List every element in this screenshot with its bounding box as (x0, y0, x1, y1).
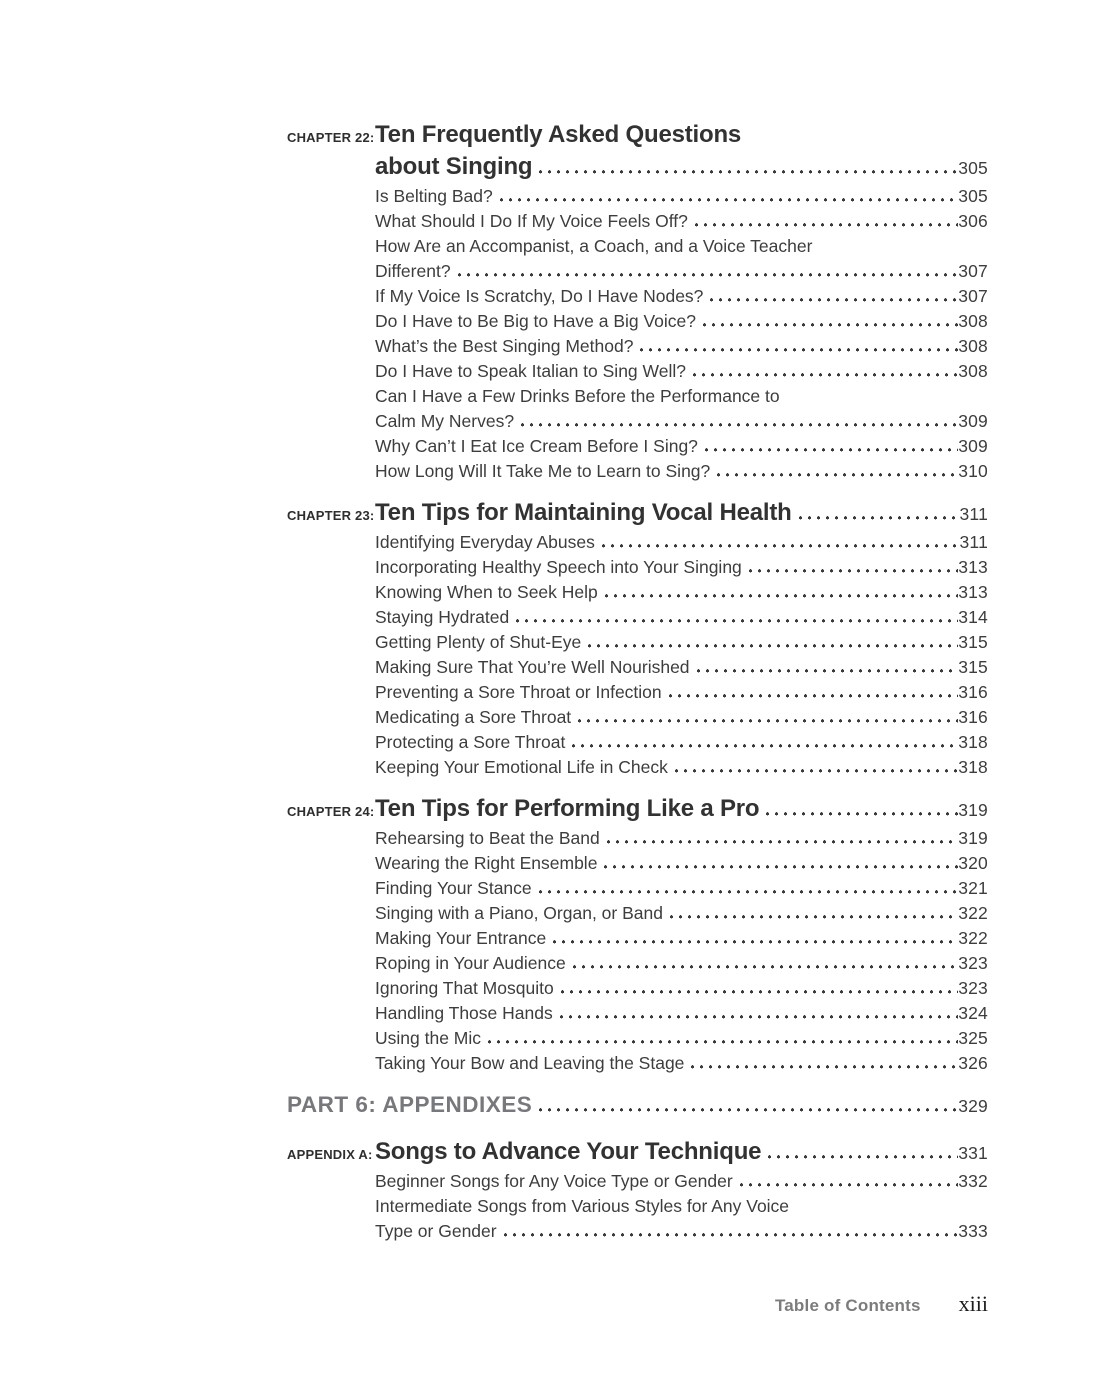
toc-heading-title (375, 497, 988, 530)
page-number: 332 (958, 1171, 988, 1191)
toc-entry-line (375, 259, 988, 284)
page-number: 313 (958, 582, 988, 602)
toc-entry-line (375, 1051, 988, 1076)
toc-entry (375, 309, 988, 334)
toc-entry (375, 1001, 988, 1026)
toc-entry (375, 755, 988, 780)
page-number: 324 (958, 1003, 988, 1023)
dot-leader (716, 472, 958, 477)
dot-leader (604, 593, 958, 598)
toc-heading-line (375, 1136, 988, 1169)
toc-entry-line (375, 730, 988, 755)
toc-entry-line (375, 284, 988, 309)
toc-heading-text: Ten Tips for Performing Like a Pro (375, 795, 760, 822)
toc-heading-label: CHAPTER 24: (287, 804, 375, 819)
toc-heading-title (375, 793, 988, 826)
dot-leader (601, 543, 960, 548)
page-number: 311 (959, 504, 988, 524)
toc-entry (375, 209, 988, 234)
toc-entry-text: Making Sure That You’re Well Nourished (375, 657, 690, 677)
toc-heading-text: Ten Tips for Maintaining Vocal Health (375, 499, 792, 526)
page-number: 309 (958, 436, 988, 456)
toc-entries (287, 530, 988, 780)
toc-entry-text: Ignoring That Mosquito (375, 978, 554, 998)
toc-entry-line (375, 434, 988, 459)
toc-entry-text: What’s the Best Singing Method? (375, 336, 634, 356)
page-number: 321 (958, 878, 988, 898)
toc-entry (375, 580, 988, 605)
toc-heading-label: CHAPTER 22: (287, 130, 375, 145)
page-number: 323 (958, 953, 988, 973)
toc-entry-text: Taking Your Bow and Leaving the Stage (375, 1053, 685, 1073)
page-footer (775, 1291, 988, 1317)
footer-section-label: Table of Contents (774, 1296, 921, 1315)
page-number: 322 (958, 928, 988, 948)
toc-entry-text: Getting Plenty of Shut-Eye (375, 632, 582, 652)
dot-leader (520, 422, 958, 427)
page-number: 329 (958, 1096, 988, 1116)
toc-entry-text: Different? (375, 261, 451, 281)
toc-entry-line (375, 184, 988, 209)
toc-entry (375, 434, 988, 459)
toc-entry (375, 334, 988, 359)
toc-entry-text: What Should I Do If My Voice Feels Off? (375, 211, 688, 231)
toc-entries (287, 184, 988, 484)
dot-leader (538, 889, 959, 894)
toc-entries (287, 826, 988, 1076)
page-number: 326 (958, 1053, 988, 1073)
toc-heading-line: Ten Frequently Asked Questions (375, 121, 742, 148)
toc-entry-text: Do I Have to Be Big to Have a Big Voice? (375, 311, 697, 331)
dot-leader (571, 743, 958, 748)
page-number: 309 (958, 411, 988, 431)
dot-leader (767, 1154, 958, 1159)
toc-entry-line (375, 630, 988, 655)
toc-entry-text: Knowing When to Seek Help (375, 582, 598, 602)
toc-entry-line (375, 359, 988, 384)
toc-heading-label: CHAPTER 23: (287, 508, 375, 523)
toc-entry-line (375, 1169, 988, 1194)
toc-entry-line (375, 1219, 988, 1244)
footer-page-number: xiii (958, 1291, 988, 1316)
toc-entry (375, 530, 988, 555)
page-number: 310 (958, 461, 988, 481)
dot-leader (798, 515, 960, 520)
dot-leader (692, 372, 958, 377)
toc-heading (287, 497, 988, 530)
toc-entry-text: Rehearsing to Beat the Band (375, 828, 600, 848)
toc-entry-text: Is Belting Bad? (375, 186, 493, 206)
dot-leader (499, 197, 958, 202)
dot-leader (572, 964, 958, 969)
dot-leader (577, 718, 958, 723)
toc-entry-line: Can I Have a Few Drinks Before the Performance to (375, 386, 780, 406)
toc-entry-text: Beginner Songs for Any Voice Type or Gender (375, 1171, 733, 1191)
page-number: 313 (958, 557, 988, 577)
dot-leader (709, 297, 958, 302)
dot-leader (702, 322, 958, 327)
toc-heading (287, 1089, 988, 1122)
toc-entry-line: How Are an Accompanist, a Coach, and a Voice Teacher (375, 236, 813, 256)
toc-entry-text: Staying Hydrated (375, 607, 510, 627)
dot-leader (560, 989, 959, 994)
toc-heading-line (375, 793, 988, 826)
dot-leader (690, 1064, 958, 1069)
toc-heading-line (287, 1089, 988, 1122)
toc-entry-text: Making Your Entrance (375, 928, 547, 948)
toc-entry-line: Intermediate Songs from Various Styles for Any Voice (375, 1196, 790, 1216)
toc-entry (375, 876, 988, 901)
toc-entry (375, 1169, 988, 1194)
page-number: 308 (958, 311, 988, 331)
toc-heading-title (287, 1089, 988, 1122)
toc-heading-text: about Singing (375, 153, 533, 180)
dot-leader (748, 568, 958, 573)
toc-entry-line (375, 409, 988, 434)
dot-leader (606, 839, 958, 844)
toc-entry-line (375, 555, 988, 580)
toc-entry-text: If My Voice Is Scratchy, Do I Have Nodes? (375, 286, 704, 306)
dot-leader (704, 447, 958, 452)
dot-leader (603, 864, 958, 869)
toc-heading-text: Songs to Advance Your Technique (375, 1138, 762, 1165)
toc-entry-text: Wearing the Right Ensemble (375, 853, 598, 873)
page-number: 308 (958, 336, 988, 356)
toc-entry-line (375, 605, 988, 630)
toc-entry-line (375, 1001, 988, 1026)
toc-entry-text: Finding Your Stance (375, 878, 532, 898)
toc-entry-text: Keeping Your Emotional Life in Check (375, 757, 668, 777)
toc-entry (375, 359, 988, 384)
dot-leader (538, 169, 958, 174)
toc-section-chapter (287, 497, 988, 780)
toc-heading-line (375, 497, 988, 530)
toc-heading (287, 793, 988, 826)
dot-leader (587, 643, 958, 648)
toc-section-chapter (287, 793, 988, 1076)
toc-entry-text: Why Can’t I Eat Ice Cream Before I Sing? (375, 436, 698, 456)
toc-entry (375, 976, 988, 1001)
toc-entry-line (375, 951, 988, 976)
toc-entry-text: Identifying Everyday Abuses (375, 532, 595, 552)
table-of-contents (287, 119, 988, 1257)
toc-heading (287, 119, 988, 184)
toc-entry (375, 605, 988, 630)
toc-entry (375, 926, 988, 951)
page-number: 318 (958, 732, 988, 752)
toc-entry (375, 705, 988, 730)
page-number: 325 (958, 1028, 988, 1048)
toc-entry-line (375, 755, 988, 780)
page-number: 316 (958, 682, 988, 702)
dot-leader (669, 914, 958, 919)
toc-entry-text: Type or Gender (375, 1221, 497, 1241)
toc-entry-line (375, 851, 988, 876)
toc-entry-line (375, 976, 988, 1001)
toc-entry-line (375, 876, 988, 901)
toc-entry (375, 459, 988, 484)
toc-entry-line (375, 680, 988, 705)
page-number: 307 (958, 286, 988, 306)
toc-heading-line (375, 151, 988, 184)
dot-leader (515, 618, 958, 623)
page-number: 306 (958, 211, 988, 231)
toc-entry (375, 234, 988, 284)
toc-entry-text: Incorporating Healthy Speech into Your Singing (375, 557, 742, 577)
toc-entry-text: Using the Mic (375, 1028, 482, 1048)
toc-heading-label: APPENDIX A: (287, 1147, 373, 1162)
toc-entry-line (375, 655, 988, 680)
toc-entry (375, 951, 988, 976)
toc-entry-line (375, 209, 988, 234)
page-number: 318 (958, 757, 988, 777)
toc-section-chapter (287, 119, 988, 484)
page-number: 314 (958, 607, 988, 627)
toc-entry (375, 851, 988, 876)
page-number: 315 (958, 657, 988, 677)
dot-leader (639, 347, 958, 352)
page-number: 316 (958, 707, 988, 727)
dot-leader (538, 1107, 958, 1112)
toc-entry (375, 284, 988, 309)
dot-leader (668, 693, 959, 698)
dot-leader (694, 222, 958, 227)
toc-entry-line (375, 926, 988, 951)
toc-entry (375, 901, 988, 926)
toc-entry-line (375, 901, 988, 926)
toc-entry (375, 184, 988, 209)
toc-section-part (287, 1089, 988, 1122)
dot-leader (552, 939, 958, 944)
page-number: 311 (959, 532, 988, 552)
toc-entry (375, 680, 988, 705)
toc-entry (375, 1194, 988, 1244)
toc-entry-text: Medicating a Sore Throat (375, 707, 572, 727)
toc-entry-text: Preventing a Sore Throat or Infection (375, 682, 662, 702)
toc-entry-text: Protecting a Sore Throat (375, 732, 566, 752)
toc-heading (287, 1136, 988, 1169)
page-number: 305 (958, 158, 988, 178)
toc-heading-title (375, 119, 988, 184)
toc-entry-text: How Long Will It Take Me to Learn to Sing? (375, 461, 711, 481)
dot-leader (696, 668, 959, 673)
toc-entry-line (375, 530, 988, 555)
page-number: 315 (958, 632, 988, 652)
toc-entry-text: Roping in Your Audience (375, 953, 566, 973)
page-number: 308 (958, 361, 988, 381)
toc-entry-line (375, 1026, 988, 1051)
page-number: 331 (958, 1143, 988, 1163)
page-number: 320 (958, 853, 988, 873)
toc-entry (375, 730, 988, 755)
page-number: 323 (958, 978, 988, 998)
page-number: 333 (958, 1221, 988, 1241)
toc-entry-line (375, 705, 988, 730)
page-number: 305 (958, 186, 988, 206)
toc-entry-line (375, 334, 988, 359)
page-number: 319 (958, 800, 988, 820)
toc-entry (375, 655, 988, 680)
dot-leader (503, 1232, 959, 1237)
toc-heading-text: PART 6: APPENDIXES (287, 1092, 533, 1117)
toc-entry-text: Singing with a Piano, Organ, or Band (375, 903, 663, 923)
toc-entry-text: Handling Those Hands (375, 1003, 553, 1023)
dot-leader (559, 1014, 958, 1019)
page-number: 322 (958, 903, 988, 923)
toc-entry-text: Calm My Nerves? (375, 411, 515, 431)
toc-entry (375, 826, 988, 851)
toc-entry-line (375, 309, 988, 334)
page-number: 307 (958, 261, 988, 281)
toc-entry (375, 555, 988, 580)
dot-leader (457, 272, 959, 277)
toc-entries (287, 1169, 988, 1244)
toc-entry (375, 630, 988, 655)
toc-entry (375, 1026, 988, 1051)
dot-leader (765, 811, 958, 816)
toc-entry-text: Do I Have to Speak Italian to Sing Well? (375, 361, 686, 381)
toc-heading-title (375, 1136, 988, 1169)
toc-section-appendix (287, 1136, 988, 1244)
toc-entry-line (375, 580, 988, 605)
dot-leader (739, 1182, 959, 1187)
dot-leader (487, 1039, 958, 1044)
toc-entry (375, 1051, 988, 1076)
dot-leader (674, 768, 958, 773)
toc-entry (375, 384, 988, 434)
toc-entry-line (375, 826, 988, 851)
page-number: 319 (958, 828, 988, 848)
toc-entry-line (375, 459, 988, 484)
